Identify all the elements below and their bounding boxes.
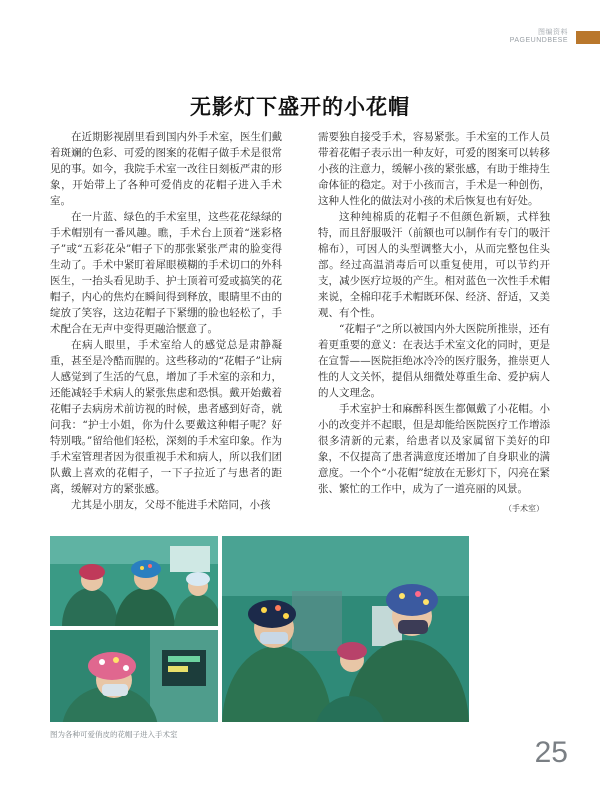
paragraph: 在一片蓝、绿色的手术室里，这些花花绿绿的手术帽别有一番风趣。瞧，手术台上顶着“迷彩格子”或“五彩花朵”帽子下的那张紧张严肃的脸变得生动了。手术中紧盯着犀眼模糊的手术切口的外科医生，一抬头看见助手、护士顶着可爱或搞笑的花帽子，内心的焦灼在瞬间得到释放，眼睛里不由的绽放了笑容，这边花帽子下紧绷的脸也轻松了，手术配合在无声中变得更融洽惬意了。 bbox=[50, 211, 282, 335]
paragraph: 手术室护士和麻醉科医生都佩戴了小花帽。小小的改变并不起眼，但是却能给医院医疗工作增添很多清新的元素，给患者以及家属留下美好的印象，不仅提高了患者满意度还增加了自身职业的满意度。一个个“小花帽”绽放在无影灯下，闪亮在紧张、繁忙的工作中，成为了一道亮丽的风景。 bbox=[318, 403, 550, 495]
paragraph: 尤其是小朋友，父母不能进手术陪同，小孩 bbox=[71, 499, 271, 511]
photo-caption: 图为各种可爱俏皮的花帽子进入手术室 bbox=[50, 730, 178, 739]
paragraph: 在病人眼里，手术室给人的感觉总是肃静凝重，甚至是冷酷而腥的。这些移动的“花帽子”让病人感觉到了生活的气息，增加了手术室的亲和力，还能减轻手术病人的紧张焦虑和恐惧。戴开始戴着花帽子去病房术前访视的时候，患者感到好奇，就问我：“护士小姐，你为什么要戴这种帽子呢？好特别哦。”留给他们轻松，深刻的手术室印象。作为手术室管理者因为很重视手术和病人，所以我们团队戴上喜欢的花帽子，一下子拉近了与患者的距离，缓解对方的紧张感。 bbox=[50, 339, 282, 495]
paragraph: “花帽子”之所以被国内外大医院所推崇，还有着更重要的意义：在表达手术室文化的同时，更是在宣誓——医院拒绝冰冷冷的医疗服务，推崇更人性的人文关怀，提倡从细微处尊重生命、爱护病人的人文理念。 bbox=[318, 323, 550, 399]
paragraph: 这种纯棉质的花帽子不但颜色新颖，式样独特，而且舒服吸汗（前额也可以制作有专门的吸汗棉布），可因人的头型调整大小，从而完整包住头部。经过高温消毒后可以重复使用，可以节约开支，减少医疗垃圾的产生。相对蓝色一次性手术帽来说，全棉印花手术帽既环保、经济、舒适，又美观、有个性。 bbox=[318, 211, 550, 319]
article-signature: （手术室） bbox=[504, 504, 544, 513]
paragraph: 在近期影视剧里看到国内外手术室，医生们戴着斑斓的色彩、可爱的图案的花帽子做手术是很常见的事。如今，我院手术室一改往日刻板严肃的形象，开始带上了各种可爱俏皮的花帽子进入手术室。 bbox=[50, 131, 282, 207]
header-label bbox=[510, 29, 568, 45]
left-column bbox=[50, 129, 282, 513]
article-title: 无影灯下盛开的小花帽 bbox=[190, 94, 410, 119]
photo-surgery-in-progress bbox=[222, 536, 469, 722]
paragraph: 需要独自接受手术，容易紧张。手术室的工作人员带着花帽子表示出一种友好，可爱的图案可以转移小孩的注意力，缓解小孩的紧张感，有助于维持生命体征的稳定。对于小孩而言，手术是一种创伤，这种人性化的做法对小孩的术后恢复也有好处。 bbox=[318, 131, 550, 207]
photo-nurse-in-floral-cap bbox=[50, 630, 218, 722]
header-label-en: PAGEUNDBESE bbox=[509, 37, 568, 44]
header-accent-bar bbox=[576, 31, 600, 44]
page-number: 25 bbox=[534, 736, 568, 769]
right-column bbox=[318, 129, 550, 517]
photo-surgical-team-small bbox=[50, 536, 218, 626]
header-label-cn: 图编资料 bbox=[538, 29, 568, 36]
